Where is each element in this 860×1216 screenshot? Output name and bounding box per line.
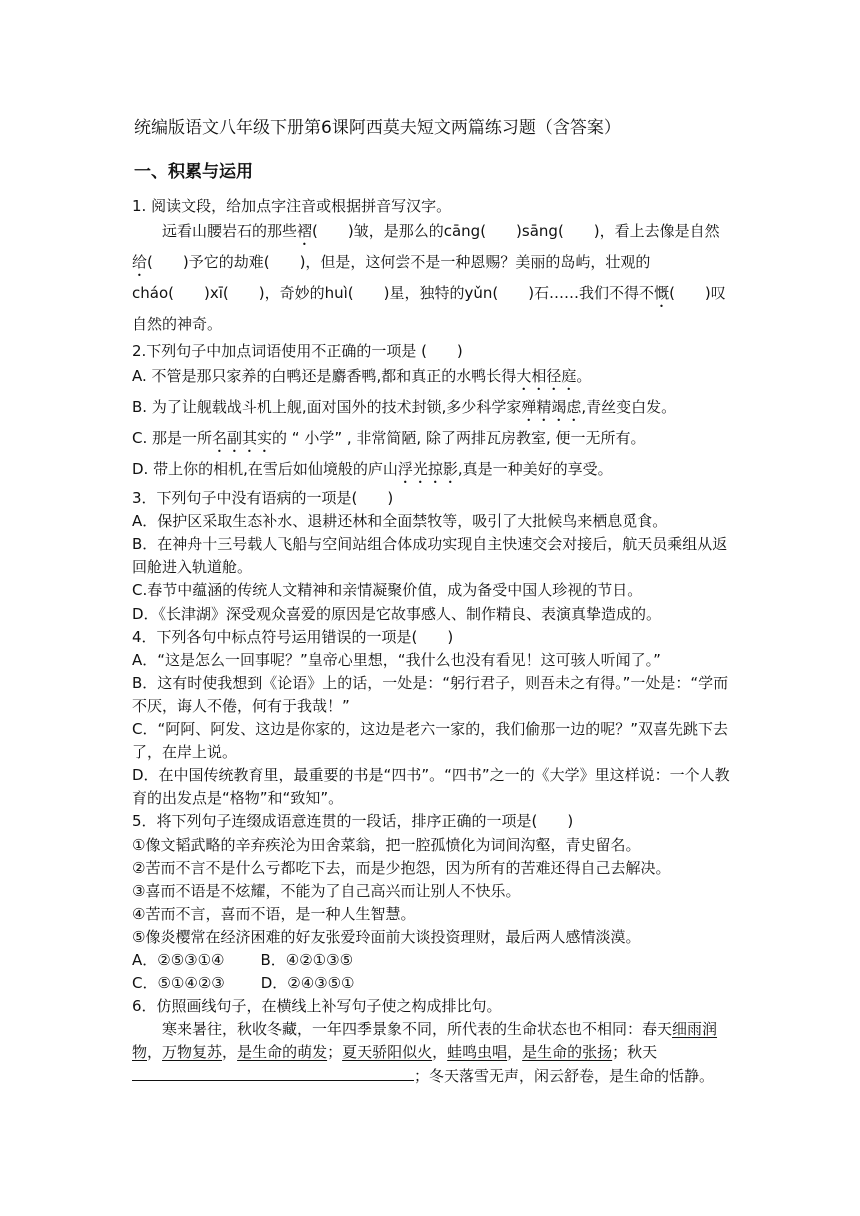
- dotted-char: 慨: [654, 284, 670, 303]
- question-4-option-a: A．“这是怎么一回事呢？”皇帝心里想，“我什么也没有看见！这可骇人听闻了。”: [132, 650, 661, 669]
- question-6-passage: [132, 1018, 734, 1088]
- question-5-options-ab: [132, 949, 734, 972]
- question-3-stem: 3．下列句子中没有语病的一项是( ): [132, 489, 394, 508]
- underlined-phrase: 是生命的张扬: [522, 1043, 613, 1062]
- question-4-option-b: B．这有时使我想到《论语》上的话，一处是：“躬行君子，则吾未之有得。”一处是：“学而不厌，诲人不倦，何有于我哉！”: [132, 673, 729, 715]
- question-5-sentence-2: ②苦而不言不是什么亏都吃下去，而是少抱怨，因为所有的苦难还得自己去解决。: [132, 858, 671, 877]
- option-text: 的 “ 小学” , 非常简陋, 除了两排瓦房教室, 便一无所有。: [272, 429, 646, 448]
- option-text: C. 那是一所: [132, 429, 213, 448]
- question-4-stem: 4．下列各句中标点符号运用错误的一项是( ): [132, 627, 454, 646]
- dotted-phrase: 浮光掠影: [397, 460, 458, 479]
- dotted-phrase: 名副其实: [212, 429, 273, 448]
- passage-text: ( )予它的劫难( )，但是，这何尝不是一种恩赐？美丽的岛屿，壮观的cháo( )xī( )，奇妙的huì( )星，独特的yǔn( )石……我们不得不: [132, 253, 655, 303]
- question-2-stem: 2.下列句子中加点词语使用不正确的一项是 ( ): [132, 341, 463, 360]
- exercise-content: [132, 195, 734, 1089]
- underlined-phrase: 是生命的萌发: [237, 1043, 328, 1062]
- option-c: C．⑤①④②③: [132, 974, 225, 993]
- option-text: ,青丝变白发。: [581, 398, 677, 417]
- underlined-phrase: 蛙鸣虫唱: [447, 1043, 508, 1062]
- question-5-sentence-4: ④苦而不言，喜而不语，是一种人生智慧。: [132, 904, 416, 923]
- option-text: ,真是一种美好的享受。: [457, 460, 613, 479]
- passage-text: ；秋天: [612, 1043, 658, 1062]
- question-2-option-c: [132, 425, 734, 456]
- question-4-option-c: C．“阿阿、阿发、这边是你家的，这边是老六一家的，我们偷那一边的呢？”双喜先跳下去了，在岸上说。: [132, 720, 729, 762]
- underlined-phrase: 夏天骄阳似火: [342, 1043, 433, 1062]
- question-3-option-a: A．保护区采取生态补水、退耕还林和全面禁牧等，吸引了大批候鸟来栖息觅食。: [132, 512, 668, 531]
- underlined-phrase: 细雨润物: [132, 1020, 718, 1062]
- underlined-phrase: 万物复苏: [162, 1043, 223, 1062]
- passage-text: ，: [507, 1043, 523, 1062]
- question-3-option-c: C.春节中蕴涵的传统人文精神和亲情凝聚价值，成为备受中国人珍视的节日。: [132, 581, 643, 600]
- option-a: A．②⑤③①④: [132, 950, 225, 969]
- option-text: D. 带上你的相机,在雪后如仙境般的庐山: [132, 460, 398, 479]
- question-6-stem: 6．仿照画线句子，在横线上补写句子使之构成排比句。: [132, 997, 502, 1016]
- passage-text: ；冬天落雪无声，闲云舒卷，是生命的恬静。: [414, 1067, 715, 1086]
- passage-text: ，: [147, 1043, 163, 1062]
- dotted-phrase: 殚精竭虑: [521, 398, 582, 417]
- passage-text: ( )皱，是那么的cāng( )sāng( )，看上去像是自然: [312, 222, 720, 241]
- passage-text: 远看山腰岩石的那些: [162, 222, 298, 241]
- question-3-option-b: B．在神舟十三号载人飞船与空间站组合体成功实现自主快速交会对接后，航天员乘组从返回舱进入轨道舱。: [132, 535, 728, 577]
- question-4-option-d: D．在中国传统教育里，最重要的书是“四书”。“四书”之一的《大学》里这样说：一个人教育的出发点是“格物”和“致知”。: [132, 766, 730, 808]
- document-title: 统编版语文八年级下册第6课阿西莫夫短文两篇练习题（含答案）: [134, 118, 621, 138]
- question-3-option-d: D．《长津湖》深受观众喜爱的原因是它故事感人、制作精良、表演真挚造成的。: [132, 604, 662, 623]
- question-5-options-cd: [132, 972, 734, 995]
- dotted-char: 给: [132, 253, 148, 272]
- question-5-sentence-3: ③喜而不语是不炫耀，不能为了自己高兴而让别人不快乐。: [132, 881, 521, 900]
- option-d: D．②④③⑤①: [260, 974, 355, 993]
- dotted-phrase: 大相径庭: [516, 367, 577, 386]
- question-1-passage: [132, 218, 734, 339]
- option-text: A. 不管是那只家养的白鸭还是麝香鸭,都和真正的水鸭长得: [132, 367, 517, 386]
- question-2-option-a: [132, 364, 734, 394]
- option-b: B．④②①③⑤: [260, 950, 354, 969]
- question-2-option-d: [132, 456, 734, 487]
- passage-text: ；: [327, 1043, 343, 1062]
- passage-text: 寒来暑往，秋收冬藏，一年四季景象不同，所代表的生命状态也不相同：春天: [162, 1020, 673, 1039]
- question-5-stem: 5．将下列句子连缀成语意连贯的一段话，排序正确的一项是( ): [132, 812, 574, 831]
- question-1-stem: 1. 阅读文段，给加点字注音或根据拼音写汉字。: [132, 197, 452, 215]
- answer-blank[interactable]: [132, 1064, 414, 1081]
- question-2-option-b: [132, 394, 734, 425]
- option-text: B. 为了让舰载战斗机上舰,面对国外的技术封锁,多少科学家: [132, 398, 522, 417]
- question-5-sentence-5: ⑤像炎樱常在经济困难的好友张爱玲面前大谈投资理财，最后两人感情淡漠。: [132, 927, 641, 946]
- passage-text: ，: [222, 1043, 238, 1062]
- question-5-sentence-1: ①像文韬武略的辛弃疾沦为田舍菜翁，把一腔孤愤化为词间沟壑，青史留名。: [132, 835, 641, 854]
- option-text: 。: [576, 367, 592, 386]
- passage-text: ( )叹自然的神奇。: [132, 284, 726, 334]
- dotted-char: 褶: [297, 222, 313, 241]
- passage-text: ，: [432, 1043, 448, 1062]
- section-heading: 一、积累与运用: [134, 162, 253, 182]
